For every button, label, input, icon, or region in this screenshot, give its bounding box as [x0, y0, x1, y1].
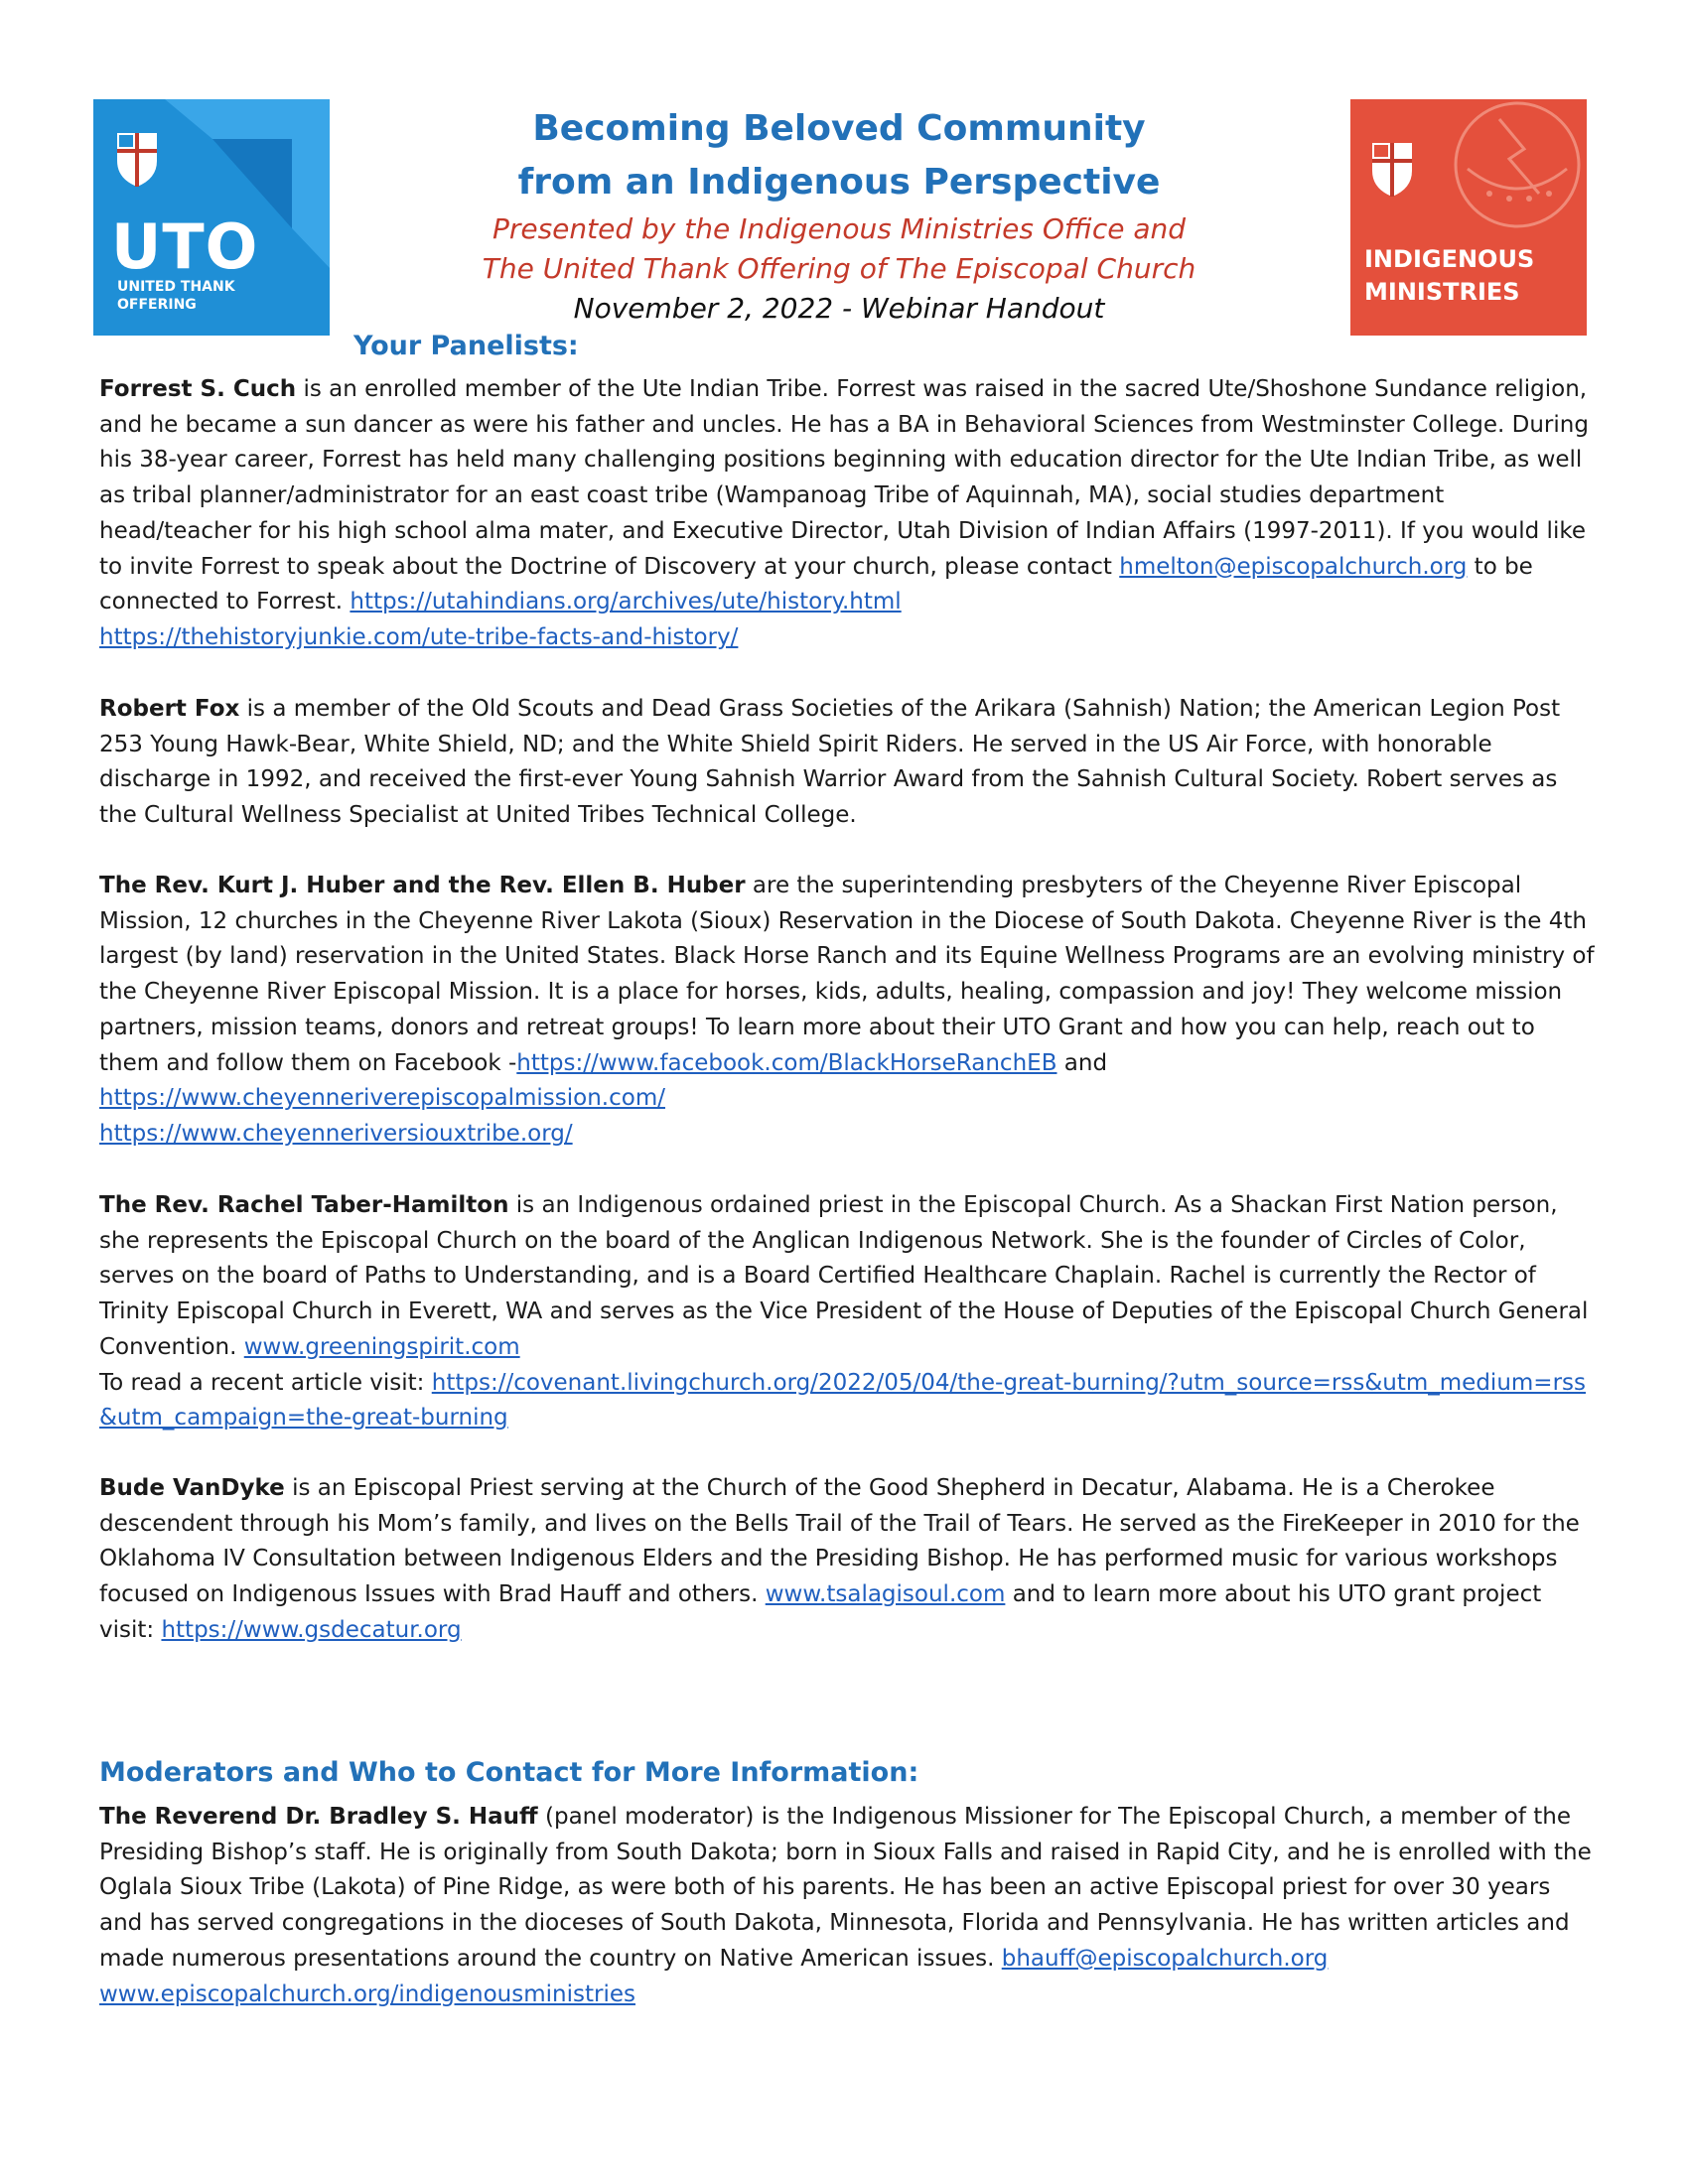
- panelist-name: The Rev. Kurt J. Huber and the Rev. Ellen B. Huber: [99, 873, 746, 898]
- title-line-2: from an Indigenous Perspective: [517, 162, 1161, 203]
- date-line: November 2, 2022 - Webinar Handout: [573, 292, 1105, 325]
- mission-link[interactable]: https://www.cheyenneriverepiscopalmission.com/: [99, 1085, 665, 1112]
- panelist-name: Robert Fox: [99, 696, 240, 722]
- indigenous-ministries-logo: [1350, 99, 1587, 336]
- panelists-heading: Your Panelists:: [353, 331, 579, 361]
- sioux-tribe-link[interactable]: https://www.cheyenneriversiouxtribe.org/: [99, 1120, 573, 1147]
- shield-icon: [1372, 143, 1412, 197]
- history-link[interactable]: https://utahindians.org/archives/ute/history.html: [350, 589, 902, 615]
- greening-spirit-link[interactable]: www.greeningspirit.com: [243, 1333, 520, 1360]
- panelist-name: Forrest S. Cuch: [99, 376, 297, 402]
- subtitle-line-2: The United Thank Offering of The Episcopal Church: [482, 252, 1196, 285]
- panelist-vandyke-bio: Bude VanDyke is an Episcopal Priest serving at the Church of the Good Shepherd in Decatur, Alabama. He is a Cherokee descendent through his Mom’s family, and lives on the Bells Trail of the Trail of Tears. He served as the FireKeeper in 2010 for the Oklahoma IV Consultation between Indigenous Elders and the Presiding Bishop. He has performed music for various workshops focused on Indigenous Issues with Brad Hauff and others. www.tsalagisoul.com and to learn more about his UTO grant project visit: https://www.gsdecatur.org: [99, 1475, 1580, 1643]
- email-link[interactable]: hmelton@episcopalchurch.org: [1119, 553, 1468, 580]
- facebook-link[interactable]: https://www.facebook.com/BlackHorseRanchEB: [516, 1049, 1057, 1076]
- panelist-name: Bude VanDyke: [99, 1475, 285, 1501]
- panelist-name: The Rev. Rachel Taber-Hamilton: [99, 1192, 509, 1218]
- uto-logo-small-text: UNITED THANK OFFERING: [117, 279, 235, 313]
- hauff-email-link[interactable]: bhauff@episcopalchurch.org: [1001, 1945, 1329, 1972]
- title-line-1: Becoming Beloved Community: [532, 108, 1146, 149]
- moderator-hauff-bio: The Reverend Dr. Bradley S. Hauff (panel moderator) is the Indigenous Missioner for The Episcopal Church, a member of the Presiding Bishop’s staff. He is originally from South Dakota; born in Sioux Falls and raised in Rapid City, and he is enrolled with the Oglala Sioux Tribe (Lakota) of Pine Ridge, as were both of his parents. He has been an active Episcopal priest for over 30 years and has served congregations in the dioceses of South Dakota, Minnesota, Florida and Pennsylvania. He has written articles and made numerous presentations around the country on Native American issues. bhauff@episcopalchurch.org www.episcopalchurch.org/indigenousministries: [99, 1804, 1592, 2007]
- subtitle-line-1: Presented by the Indigenous Ministries Office and: [492, 212, 1187, 245]
- panelist-huber-bio: The Rev. Kurt J. Huber and the Rev. Ellen B. Huber are the superintending presbyters of the Cheyenne River Episcopal Mission, 12 churches in the Cheyenne River Lakota (Sioux) Reservation in the Diocese of South Dakota. Cheyenne River is the 4th largest (by land) reservation in the United States. Black Horse Ranch and its Equine Wellness Programs are an evolving ministry of the Cheyenne River Episcopal Mission. It is a place for horses, kids, adults, healing, compassion and joy! They welcome mission partners, mission teams, donors and retreat groups! To learn more about their UTO Grant and how you can help, reach out to them and follow them on Facebook -https://www.facebook.com/BlackHorseRanchEB and https://www.cheyenneriverepiscopalmission.com/ https://www.cheyenneriversiouxtribe.org/: [99, 873, 1595, 1147]
- article-link[interactable]: https://covenant.livingchurch.org/2022/05/04/the-great-burning/?utm_source=rss&utm_medium=rss&utm_campaign=the-great-burning: [99, 1369, 1586, 1432]
- shield-icon: [117, 133, 157, 187]
- history-junkie-link[interactable]: https://thehistoryjunkie.com/ute-tribe-facts-and-history/: [99, 623, 739, 650]
- panelist-taber-hamilton-bio: The Rev. Rachel Taber-Hamilton is an Indigenous ordained priest in the Episcopal Church. As a Shackan First Nation person, she represents the Episcopal Church on the board of the Anglican Indigenous Network. She is the founder of Circles of Color, serves on the board of Paths to Understanding, and is a Board Certified Healthcare Chaplain. Rachel is currently the Rector of Trinity Episcopal Church in Everett, WA and serves as the Vice President of the House of Deputies of the Episcopal Church General Convention. www.greeningspirit.com To read a recent article visit: https://covenant.livingchurch.org/2022/05/04/the-great-burning/?utm_source=rss&utm_medium=rss&utm_campaign=the-great-burning: [99, 1192, 1589, 1432]
- document-header: [338, 102, 1340, 329]
- gsdecatur-link[interactable]: https://www.gsdecatur.org: [161, 1616, 462, 1643]
- panelist-cuch-bio: Forrest S. Cuch is an enrolled member of the Ute Indian Tribe. Forrest was raised in the sacred Ute/Shoshone Sundance religion, and he became a sun dancer as were his father and uncles. He has a BA in Behavioral Sciences from Westminster College. During his 38-year career, Forrest has held many challenging positions beginning with education director for the Ute Indian Tribe, as well as tribal planner/administrator for an east coast tribe (Wampanoag Tribe of Aquinnah, MA), social studies department head/teacher for his high school alma mater, and Executive Director, Utah Division of Indian Affairs (1997-2011). If you would like to invite Forrest to speak about the Doctrine of Discovery at your church, please contact hmelton@episcopalchurch.org to be connected to Forrest. https://utahindians.org/archives/ute/history.html https://thehistoryjunkie.com/ute-tribe-facts-and-history/: [99, 376, 1589, 650]
- uto-logo-big-text: UTO: [111, 210, 259, 283]
- tsalagisoul-link[interactable]: www.tsalagisoul.com: [765, 1581, 1006, 1608]
- moderators-heading: Moderators and Who to Contact for More Information:: [99, 1757, 919, 1788]
- panelist-fox-bio: Robert Fox is a member of the Old Scouts and Dead Grass Societies of the Arikara (Sahnish) Nation; the American Legion Post 253 Young Hawk-Bear, White Shield, ND; and the White Shield Spirit Riders. He served in the US Air Force, with honorable discharge in 1992, and received the first-ever Young Sahnish Warrior Award from the Sahnish Cultural Society. Robert serves as the Cultural Wellness Specialist at United Tribes Technical College.: [99, 696, 1561, 829]
- moderator-name: The Reverend Dr. Bradley S. Hauff: [99, 1804, 538, 1830]
- im-logo-text: INDIGENOUS MINISTRIES: [1364, 245, 1535, 306]
- indigenous-ministries-link[interactable]: www.episcopalchurch.org/indigenousministries: [99, 1980, 635, 2007]
- uto-logo: [93, 99, 330, 336]
